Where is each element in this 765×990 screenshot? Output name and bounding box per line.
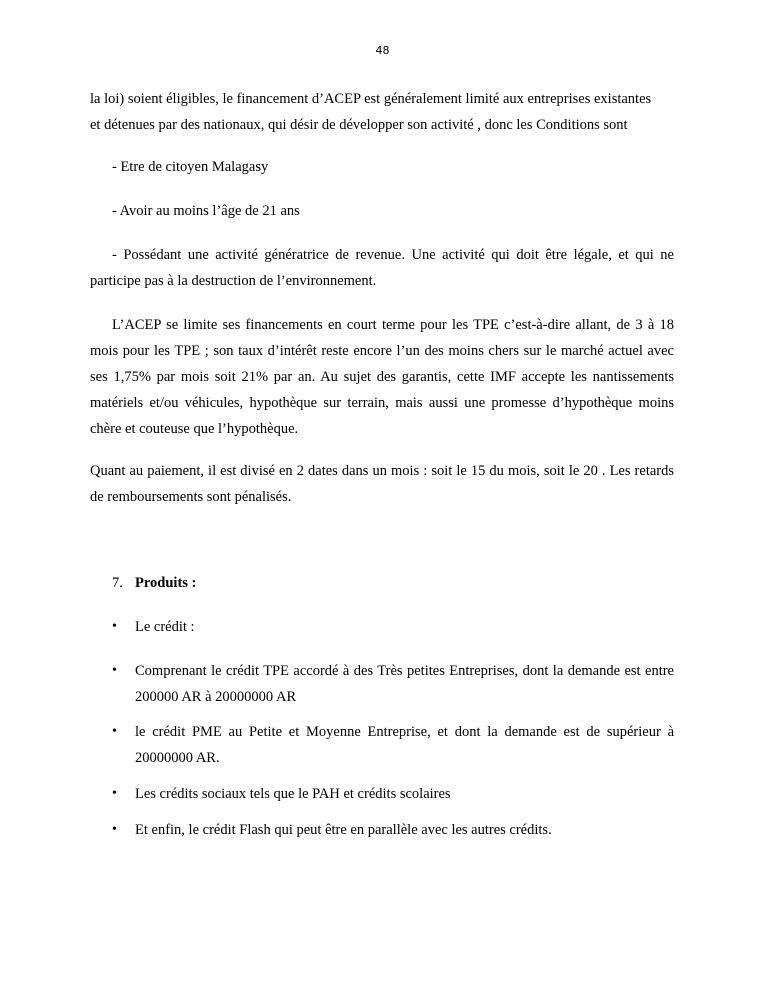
list-item-text: le crédit PME au Petite et Moyenne Entreprise, et dont la demande est de supérieur à 20000000 AR.: [135, 724, 674, 766]
bullet-icon: •: [112, 822, 117, 837]
section-number: 7.: [112, 575, 123, 591]
list-item: [112, 658, 674, 710]
bullet-icon: •: [112, 619, 117, 634]
intro-line-1: la loi) soient éligibles, le financement d’ACEP est généralement limité aux entreprises existantes: [90, 91, 652, 107]
condition-citizen: [90, 154, 674, 180]
intro-line-2: et détenues par des nationaux, qui désir de développer son activité , donc les Conditions sont: [90, 117, 628, 133]
bullet-icon: •: [112, 724, 117, 739]
condition-age: [90, 198, 674, 224]
condition-age-text: - Avoir au moins l’âge de 21 ans: [112, 203, 300, 219]
bullet-icon: •: [112, 663, 117, 678]
paragraph-intro: [90, 86, 674, 138]
financing-text: L’ACEP se limite ses financements en court terme pour les TPE c’est-à-dire allant, de 3 à 18 mois pour les TPE ; son taux d’intérêt reste encore l’un des moins chers sur le marché actuel avec ses 1,75% par mois soit 21% par an. Au sujet des garantis, cette IMF accepte les nantissements matériels et/ou véhicules, hypothèque sur terrain, mais aussi une promesse d’hypothèque moins chère et couteuse que l’hypothèque.: [90, 317, 674, 437]
list-item: [112, 781, 674, 807]
condition-activity: [90, 242, 674, 294]
list-item: [112, 817, 674, 843]
paragraph-payment: [90, 458, 674, 510]
list-item: [112, 614, 674, 640]
list-item: [112, 719, 674, 771]
payment-text: Quant au paiement, il est divisé en 2 dates dans un mois : soit le 15 du mois, soit le 20 . Les retards de remboursements sont pénalisés.: [90, 463, 674, 505]
page-number: 48: [375, 44, 390, 57]
list-item-text: Comprenant le crédit TPE accordé à des Très petites Entreprises, dont la demande est entre 200000 AR à 20000000 AR: [135, 663, 674, 705]
list-item-text: Les crédits sociaux tels que le PAH et crédits scolaires: [135, 786, 451, 802]
condition-citizen-text: - Etre de citoyen Malagasy: [112, 159, 269, 175]
list-item-text: Le crédit :: [135, 619, 195, 635]
section-title: Produits :: [135, 575, 197, 591]
condition-activity-text: - Possédant une activité génératrice de revenue. Une activité qui doit être légale, et qui ne participe pas à la destruction de l’environnement.: [90, 247, 674, 289]
list-item-text: Et enfin, le crédit Flash qui peut être en parallèle avec les autres crédits.: [135, 822, 552, 838]
section-heading: [112, 573, 196, 593]
paragraph-financing: [90, 312, 674, 442]
bullet-icon: •: [112, 786, 117, 801]
